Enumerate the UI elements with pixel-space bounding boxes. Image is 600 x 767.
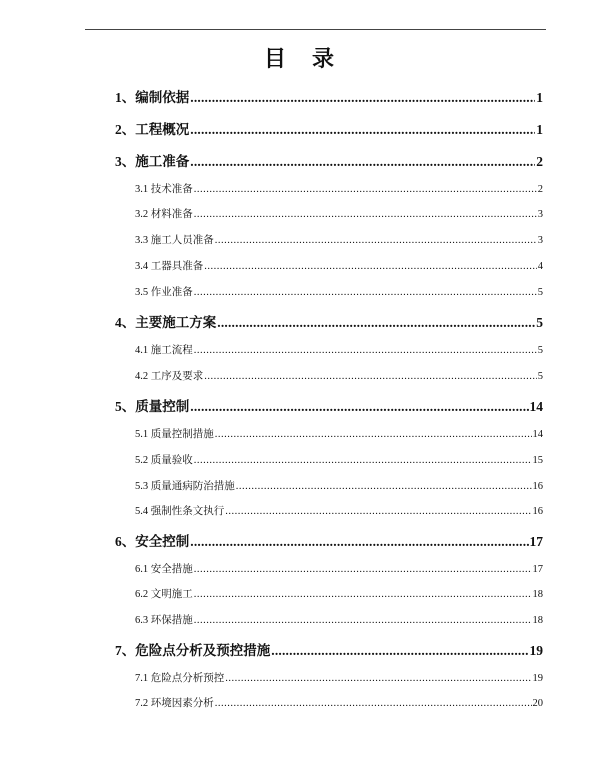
toc-entry-page: 2: [536, 154, 543, 169]
toc-entry-label: 7、危险点分析及预控措施: [115, 643, 271, 658]
toc-entry-page: 17: [532, 564, 543, 575]
toc-entry-page: 16: [532, 481, 543, 492]
toc-subentry[interactable]: [135, 181, 543, 196]
toc-entry-label: 4、主要施工方案: [115, 315, 217, 330]
dot-leader: [190, 399, 528, 415]
toc-subentry[interactable]: [135, 586, 543, 601]
toc-entry[interactable]: [115, 86, 543, 106]
toc-entry-label: 3.3 施工人员准备: [135, 235, 214, 246]
dot-leader: [215, 429, 532, 440]
dot-leader: [194, 564, 532, 575]
dot-leader: [194, 589, 532, 600]
toc-entry-page: 3: [537, 209, 543, 220]
toc-entry-label: 5、质量控制: [115, 399, 190, 414]
dot-leader: [225, 506, 531, 517]
toc-subentry[interactable]: [135, 426, 543, 441]
toc-entry-label: 7.2 环境因素分析: [135, 698, 214, 709]
toc-entry-label: 6.3 环保措施: [135, 615, 193, 626]
toc-subentry[interactable]: [135, 670, 543, 685]
toc-subentry[interactable]: [135, 206, 543, 221]
toc-entry-label: 3.2 材料准备: [135, 209, 193, 220]
toc-entry-label: 3.4 工器具准备: [135, 261, 204, 272]
toc-entry-page: 19: [532, 673, 543, 684]
toc-entry-label: 5.4 强制性条文执行: [135, 506, 225, 517]
toc-entry-label: 6.2 文明施工: [135, 589, 193, 600]
dot-leader: [194, 287, 537, 298]
toc-entry-page: 2: [537, 184, 543, 195]
toc-entry[interactable]: [115, 311, 543, 331]
toc-entry-label: 7.1 危险点分析预控: [135, 673, 225, 684]
toc-entry[interactable]: [115, 395, 543, 415]
toc-subentry[interactable]: [135, 561, 543, 576]
toc-entry[interactable]: [115, 150, 543, 170]
toc-entry-label: 3.1 技术准备: [135, 184, 193, 195]
toc-entry-label: 5.2 质量验收: [135, 455, 193, 466]
toc-subentry[interactable]: [135, 342, 543, 357]
dot-leader: [217, 315, 535, 331]
dot-leader: [194, 345, 537, 356]
toc-entry-label: 5.1 质量控制措施: [135, 429, 214, 440]
toc-entry-page: 18: [532, 615, 543, 626]
toc-entry-page: 14: [532, 429, 543, 440]
dot-leader: [271, 643, 528, 659]
toc-entry-label: 3、施工准备: [115, 154, 190, 169]
toc-entry-page: 3: [537, 235, 543, 246]
toc-entry[interactable]: [115, 530, 543, 550]
dot-leader: [236, 481, 532, 492]
toc-entry-label: 2、工程概况: [115, 122, 190, 137]
toc-subentry[interactable]: [135, 232, 543, 247]
toc-entry-page: 16: [532, 506, 543, 517]
toc-subentry[interactable]: [135, 284, 543, 299]
toc-entry-label: 1、编制依据: [115, 90, 190, 105]
toc-entry-page: 5: [537, 371, 543, 382]
dot-leader: [194, 455, 532, 466]
toc-subentry[interactable]: [135, 258, 543, 273]
toc-subentry[interactable]: [135, 478, 543, 493]
dot-leader: [204, 371, 537, 382]
dot-leader: [225, 673, 531, 684]
toc-subentry[interactable]: [135, 368, 543, 383]
toc-title: 目 录: [263, 46, 336, 72]
toc-entry-label: 6、安全控制: [115, 534, 190, 549]
toc-entry-label: 4.2 工序及要求: [135, 371, 204, 382]
toc-subentry[interactable]: [135, 695, 543, 710]
toc-entry-page: 1: [536, 90, 543, 105]
toc-entry-label: 3.5 作业准备: [135, 287, 193, 298]
dot-leader: [190, 90, 535, 106]
toc-entry[interactable]: [115, 639, 543, 659]
toc-entry-page: 20: [532, 698, 543, 709]
toc-entry-page: 14: [529, 399, 543, 414]
toc-entry-label: 4.1 施工流程: [135, 345, 193, 356]
toc-subentry[interactable]: [135, 503, 543, 518]
dot-leader: [190, 122, 535, 138]
dot-leader: [194, 615, 532, 626]
dot-leader: [190, 154, 535, 170]
dot-leader: [194, 209, 537, 220]
toc-entry-page: 18: [532, 589, 543, 600]
dot-leader: [215, 698, 532, 709]
toc-entry-page: 15: [532, 455, 543, 466]
toc-entry-page: 19: [529, 643, 543, 658]
dot-leader: [204, 261, 537, 272]
dot-leader: [194, 184, 537, 195]
toc-subentry[interactable]: [135, 452, 543, 467]
toc-entry-page: 5: [537, 345, 543, 356]
toc-subentry[interactable]: [135, 612, 543, 627]
toc-entry-page: 5: [537, 287, 543, 298]
toc-entry-page: 5: [536, 315, 543, 330]
toc-entry[interactable]: [115, 118, 543, 138]
toc-entry-label: 6.1 安全措施: [135, 564, 193, 575]
dot-leader: [190, 534, 528, 550]
toc-entry-page: 4: [537, 261, 543, 272]
toc-entry-page: 17: [529, 534, 543, 549]
toc-entry-label: 5.3 质量通病防治措施: [135, 481, 235, 492]
toc-entry-page: 1: [536, 122, 543, 137]
dot-leader: [215, 235, 537, 246]
